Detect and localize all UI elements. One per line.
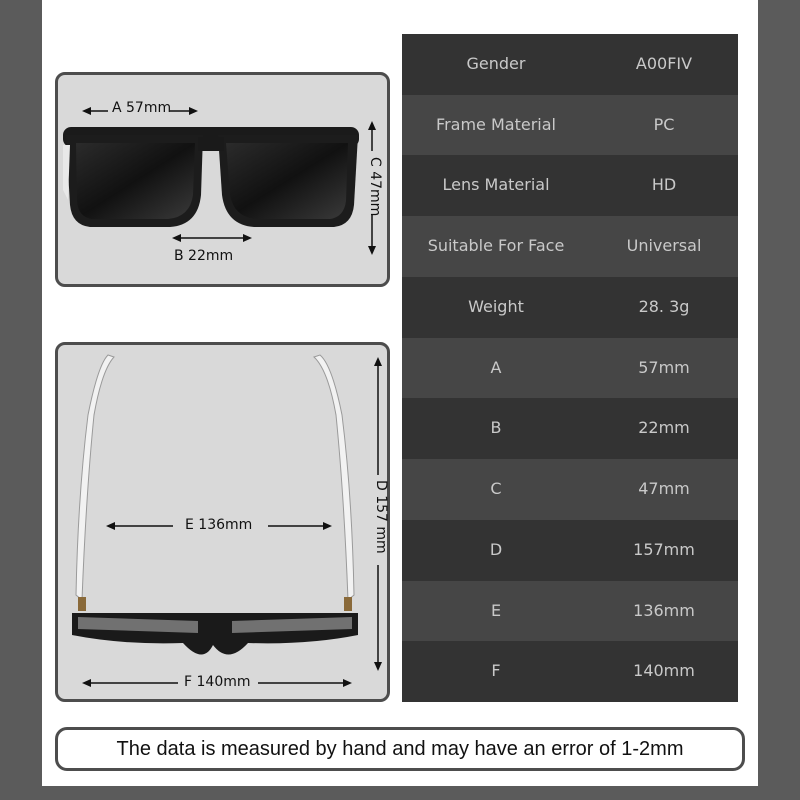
front-view-panel (55, 72, 390, 287)
spec-row (402, 581, 738, 642)
spec-key: Weight (468, 296, 524, 316)
spec-value: 157mm (633, 539, 695, 559)
dimension-f-label: F 140mm (184, 674, 251, 690)
spec-value: 136mm (633, 600, 695, 620)
specification-table (402, 34, 738, 702)
spec-value: HD (651, 175, 677, 195)
bottom-border (0, 786, 800, 800)
dimension-a-label: A 57mm (112, 100, 172, 116)
top-view-panel (55, 342, 390, 702)
spec-value: 47mm (638, 479, 690, 499)
spec-row (402, 216, 738, 277)
measurement-note: The data is measured by hand and may have an error of 1-2mm (55, 727, 745, 771)
spec-value: Universal (626, 236, 702, 256)
spec-key: B (490, 418, 502, 438)
dimension-e-label: E 136mm (185, 517, 253, 533)
spec-value: 28. 3g (638, 296, 690, 316)
spec-value: A00FIV (635, 54, 693, 73)
dimension-d-label: D 157 mm (373, 480, 389, 554)
left-border (0, 0, 42, 800)
spec-key: A (490, 357, 502, 377)
spec-row (402, 95, 738, 156)
spec-value: 57mm (638, 357, 690, 377)
glasses-front (63, 127, 359, 227)
spec-key: E (490, 600, 502, 620)
right-border (758, 0, 800, 800)
dimension-b-arrow (172, 234, 252, 242)
spec-key: Frame Material (436, 114, 556, 134)
spec-row (402, 34, 738, 95)
spec-row (402, 641, 738, 702)
content-area (42, 0, 758, 786)
spec-row (402, 338, 738, 399)
spec-key: D (489, 539, 503, 559)
spec-value: 140mm (633, 661, 695, 681)
spec-value: PC (653, 114, 675, 134)
spec-row (402, 459, 738, 520)
spec-row (402, 155, 738, 216)
spec-key: Gender (466, 54, 526, 73)
dimension-c-label: C 47mm (367, 157, 383, 217)
spec-value: 22mm (638, 418, 690, 438)
spec-row (402, 277, 738, 338)
dimension-b-label: B 22mm (174, 248, 234, 264)
spec-row (402, 398, 738, 459)
spec-key: Suitable For Face (427, 236, 565, 256)
spec-key: F (491, 661, 501, 681)
spec-key: Lens Material (442, 175, 550, 195)
spec-row (402, 520, 738, 581)
spec-key: C (490, 479, 502, 499)
